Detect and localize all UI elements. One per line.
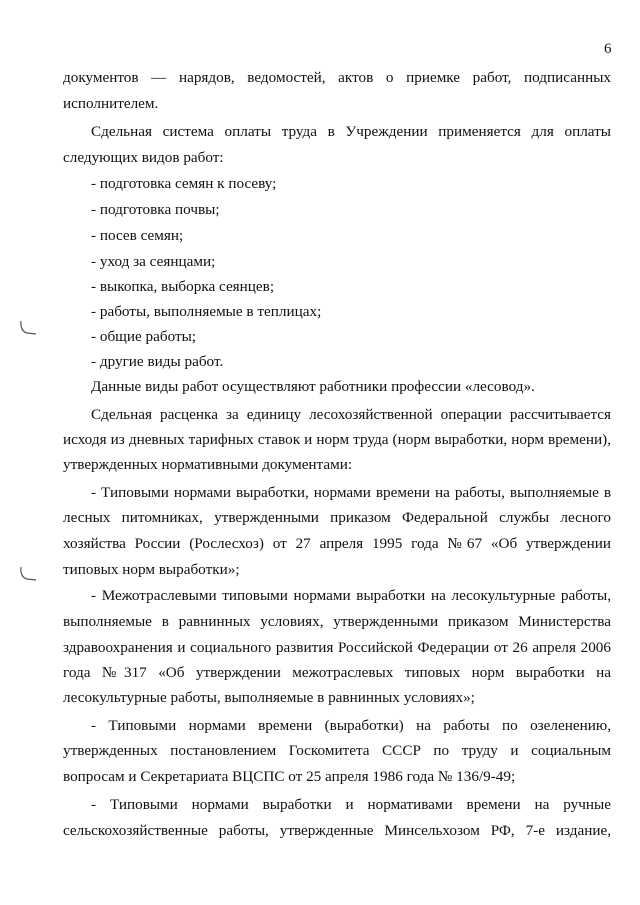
text-line-15: исходя из дневных тарифных ставок и норм труда (норм выработки, норм времени), [63, 431, 611, 448]
list-item-other-work: - другие виды работ. [91, 353, 224, 370]
text-line-26: - Типовыми нормами времени (выработки) на работы по озеленению, [91, 717, 611, 734]
text-line-28: вопросам и Секретариата ВЦСПС от 25 апреля 1986 года № 136/9-49; [63, 768, 516, 785]
list-item-sowing: - посев семян; [91, 227, 184, 244]
text-line-27: утвержденных постановлением Госкомитета СССР по труду и социальным [63, 742, 611, 759]
list-item-digging: - выкопка, выборка сеянцев; [91, 278, 275, 295]
text-line-22: выполняемые в равнинных условиях, утвержденными приказом Министерства [63, 613, 611, 630]
text-line-13: Данные виды работ осуществляют работники профессии «лесовод». [91, 378, 535, 395]
page-number: 6 [604, 41, 612, 57]
text-line-23: здравоохранения и социального развития Российской Федерации от 26 апреля 2006 [63, 639, 611, 656]
text-line-14: Сдельная расценка за единицу лесохозяйственной операции рассчитывается [91, 406, 611, 423]
text-line-17: - Типовыми нормами выработки, нормами времени на работы, выполняемые в [91, 484, 611, 501]
list-item-seedling-care: - уход за сеянцами; [91, 253, 216, 270]
list-item-general-work: - общие работы; [91, 328, 197, 345]
list-item-seed-preparation: - подготовка семян к посеву; [91, 175, 277, 192]
text-line-25: лесокультурные работы, выполняемые в равнинных условиях»; [63, 689, 475, 706]
text-line-3: Сдельная система оплаты труда в Учреждении применяется для оплаты [91, 123, 611, 140]
list-item-greenhouse-work: - работы, выполняемые в теплицах; [91, 303, 322, 320]
text-line-16: утвержденных нормативными документами: [63, 456, 353, 473]
text-line-21: - Межотраслевыми типовыми нормами выработки на лесокультурные работы, [91, 587, 611, 604]
text-line-18: лесных питомниках, утвержденными приказом Федеральной службы лесного [63, 509, 611, 526]
text-line-19: хозяйства России (Рослесхоз) от 27 апреля 1995 года №67 «Об утверждении [63, 535, 611, 552]
text-line-1: документов — нарядов, ведомостей, актов о приемке работ, подписанных [63, 69, 611, 86]
text-line-30: сельскохозяйственные работы, утвержденные Минсельхозом РФ, 7-е издание, [63, 822, 611, 839]
text-line-4: следующих видов работ: [63, 149, 224, 166]
text-line-2: исполнителем. [63, 95, 159, 112]
text-line-24: года №317 «Об утверждении межотраслевых типовых норм выработки на [63, 664, 611, 681]
list-item-soil-preparation: - подготовка почвы; [91, 201, 220, 218]
text-line-29: - Типовыми нормами выработки и нормативами времени на ручные [91, 796, 611, 813]
binder-mark-icon [18, 566, 38, 582]
binder-mark-icon [18, 320, 38, 336]
text-line-20: типовых норм выработки»; [63, 561, 240, 578]
